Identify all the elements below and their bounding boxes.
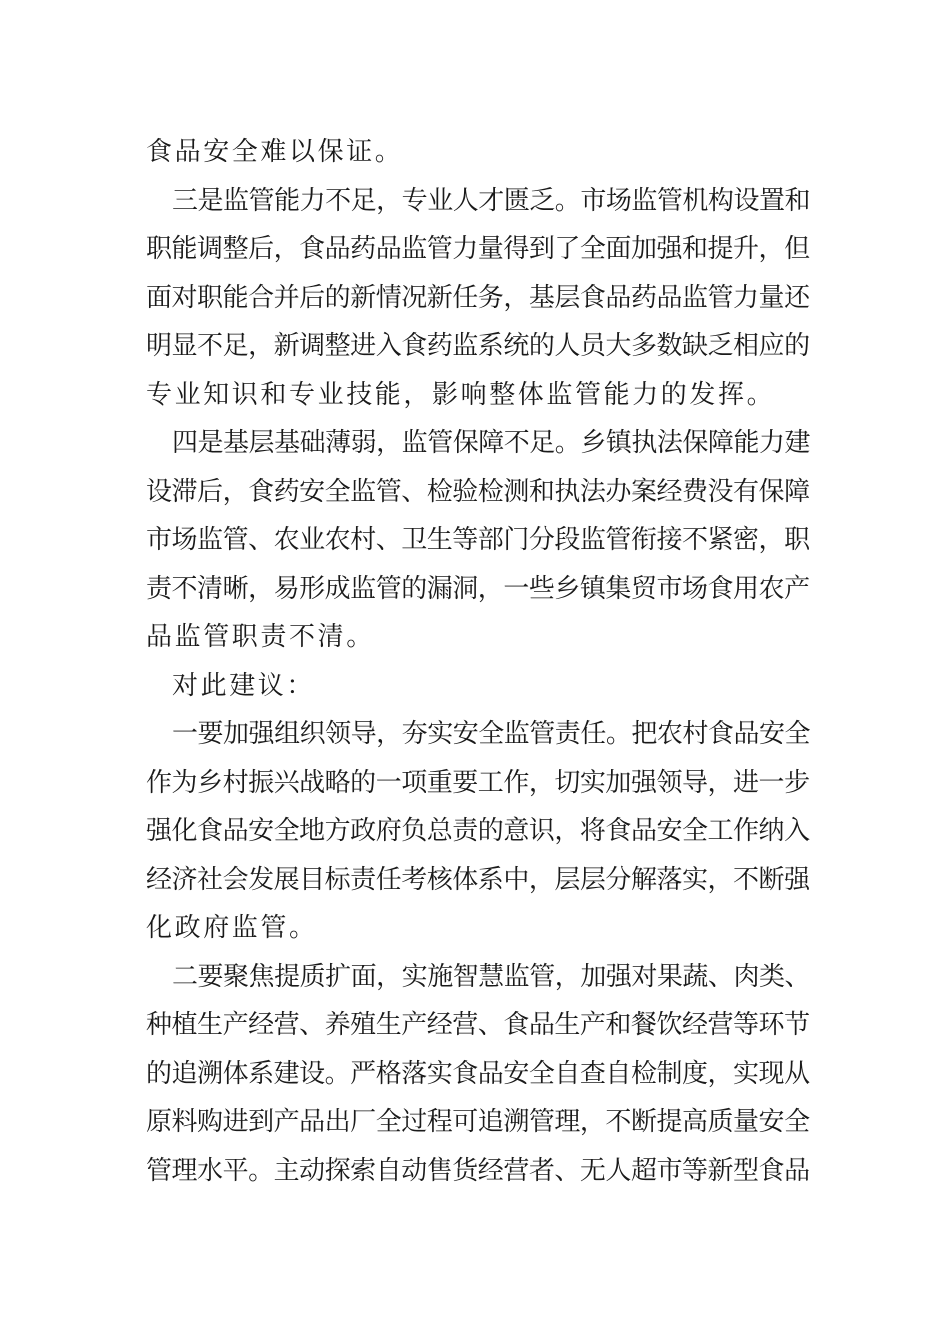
text-line: 强化食品安全地方政府负总责的意识，将食品安全工作纳入: [146, 816, 810, 846]
paragraph-start-line: 对此建议：: [172, 670, 316, 701]
text-line: 的追溯体系建设。严格落实食品安全自查自检制度，实现从: [146, 1058, 810, 1089]
text-line: 市场监管、农业农村、卫生等部门分段监管衔接不紧密，职: [146, 525, 810, 555]
text-line: 面对职能合并后的新情况新任务，基层食品药品监管力量还: [146, 282, 810, 313]
document-body: [146, 128, 810, 1195]
text-line: 作为乡村振兴战略的一项重要工作，切实加强领导，进一步: [146, 767, 810, 798]
text-line: 种植生产经营、养殖生产经营、食品生产和餐饮经营等环节: [146, 1010, 810, 1040]
paragraph-start-line: 二要聚焦提质扩面，实施智慧监管，加强对果蔬、肉类、: [172, 961, 811, 992]
paragraph-start-line: 三是监管能力不足，专业人才匮乏。市场监管机构设置和: [172, 185, 811, 216]
text-line: 管理水平。主动探索自动售货经营者、无人超市等新型食品: [146, 1155, 810, 1186]
text-line: 食品安全难以保证。: [146, 137, 404, 167]
text-line: 化政府监管。: [146, 913, 318, 943]
text-line: 品监管职责不清。: [146, 622, 375, 652]
text-line: 专业知识和专业技能，影响整体监管能力的发挥。: [146, 379, 776, 410]
text-line: 原料购进到产品出厂全过程可追溯管理，不断提高质量安全: [146, 1107, 810, 1137]
text-line: 职能调整后，食品药品监管力量得到了全面加强和提升，但: [146, 234, 810, 264]
paragraph-start-line: 四是基层基础薄弱，监管保障不足。乡镇执法保障能力建: [172, 428, 811, 458]
paragraph-start-line: 一要加强组织领导，夯实安全监管责任。把农村食品安全: [172, 719, 811, 749]
text-line: 经济社会发展目标责任考核体系中，层层分解落实，不断强: [146, 864, 810, 895]
text-line: 责不清晰，易形成监管的漏洞，一些乡镇集贸市场食用农产: [146, 573, 810, 604]
text-line: 明显不足，新调整进入食药监系统的人员大多数缺乏相应的: [146, 331, 810, 361]
text-line: 设滞后，食药安全监管、检验检测和执法办案经费没有保障: [146, 476, 810, 507]
